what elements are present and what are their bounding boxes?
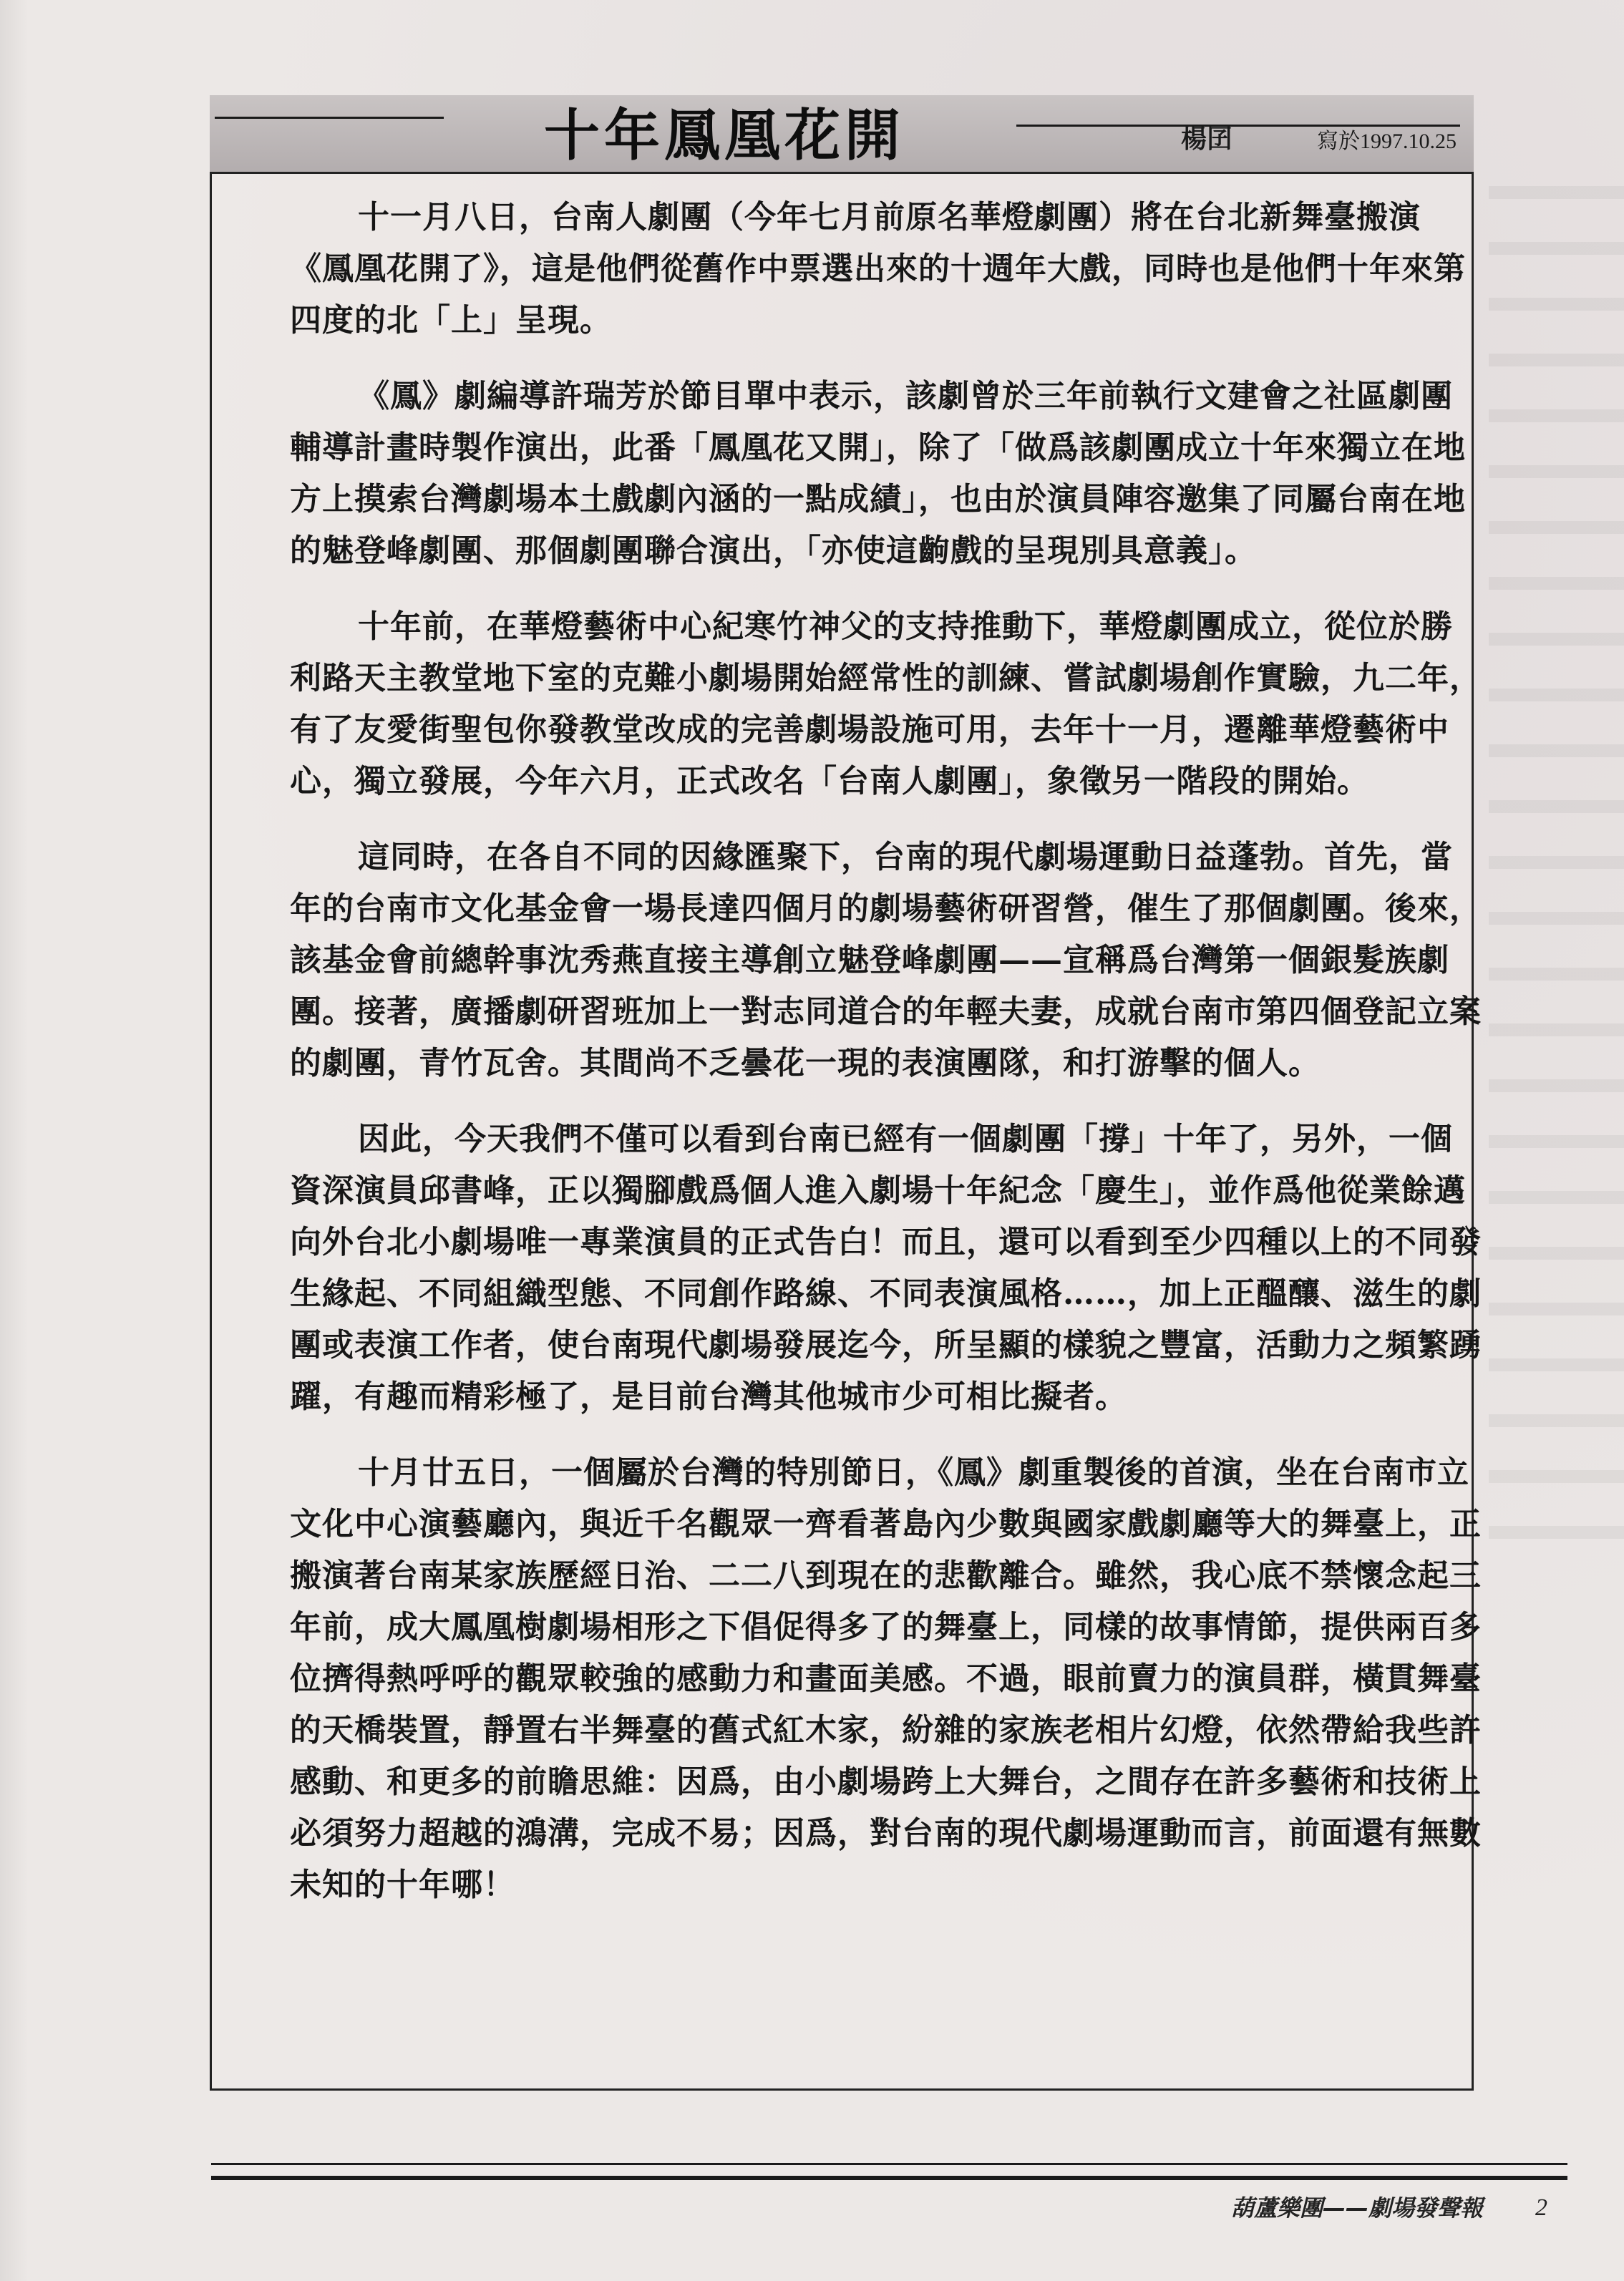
- paragraph: 十月廿五日，一個屬於台灣的特別節日，《鳳》劇重製後的首演，坐在台南市立文化中心演藝廳內，與近千名觀眾一齊看著島內少數與國家戲劇廳等大的舞臺上，正搬演著台南某家族歷經日治、二二八到現在的悲歡離合。雖然，我心底不禁懷念起三年前，成大鳳凰樹劇場相形之下倡促得多了的舞臺上，同樣的故事情節，提供兩百多位擠得熱呼呼的觀眾較強的感動力和畫面美感。不過，眼前賣力的演員群，橫貫舞臺的天橋裝置，靜置右半舞臺的舊式紅木家，紛雜的家族老相片幻燈，依然帶給我些許感動、和更多的前瞻思維：因爲，由小劇場跨上大舞台，之間存在許多藝術和技術上必須努力超越的鴻溝，完成不易；因爲，對台南的現代劇場運動而言，前面還有無數未知的十年哪！: [290, 1454, 1482, 1903]
- paragraph: 因此，今天我們不僅可以看到台南已經有一個劇團「撐」十年了，另外，一個資深演員邱書峰，正以獨腳戲爲個人進入劇場十年紀念「慶生」，並作爲他從業餘邁向外台北小劇場唯一專業演員的正式告白！而且，還可以看到至少四種以上的不同發生緣起、不同組織型態、不同創作路線、不同表演風格……，加上正醞釀、滋生的劇團或表演工作者，使台南現代劇場發展迄今，所呈顯的樣貌之豐富，活動力之頻繁踴躍，有趣而精彩極了，是目前台灣其他城市少可相比擬者。: [290, 1121, 1482, 1415]
- author-name: 楊囝: [1181, 125, 1233, 154]
- page-number: 2: [1535, 2194, 1547, 2221]
- article-body: [290, 192, 1482, 1935]
- paragraph: 十年前，在華燈藝術中心紀寒竹神父的支持推動下，華燈劇團成立，從位於勝利路天主教堂地下室的克難小劇場開始經常性的訓練、嘗試劇場創作實驗，九二年，有了友愛街聖包你發教堂改成的完善劇場設施可用，去年十一月，遷離華燈藝術中心，獨立發展，今年六月，正式改名「台南人劇團」，象徵另一階段的開始。: [290, 608, 1482, 799]
- bleed-through-texture: [1489, 186, 1624, 1546]
- written-date: 寫於1997.10.25: [1317, 130, 1457, 153]
- paragraph: 十一月八日，台南人劇團（今年七月前原名華燈劇團）將在台北新舞臺搬演《鳳凰花開了》，這是他們從舊作中票選出來的十週年大戲，同時也是他們十年來第四度的北「上」呈現。: [290, 199, 1466, 339]
- publication-name: 葫蘆樂團——劇場發聲報: [1231, 2194, 1484, 2222]
- footer-rule-thin: [211, 2163, 1567, 2165]
- footer-rule-thick: [211, 2176, 1567, 2180]
- title-rule-left: [215, 117, 444, 119]
- article-title: 十年鳳凰花開: [544, 104, 905, 168]
- paragraph: 《鳳》劇編導許瑞芳於節目單中表示，該劇曾於三年前執行文建會之社區劇團輔導計畫時製作演出，此番「鳳凰花又開」，除了「做爲該劇團成立十年來獨立在地方上摸索台灣劇場本土戲劇內涵的一點成績」，也由於演員陣容邀集了同屬台南在地的魅登峰劇團、那個劇團聯合演出，「亦使這齣戲的呈現別具意義」。: [290, 378, 1466, 569]
- paragraph: 這同時，在各自不同的因緣匯聚下，台南的現代劇場運動日益蓬勃。首先，當年的台南市文化基金會一場長達四個月的劇場藝術研習營，催生了那個劇團。後來，該基金會前總幹事沈秀燕直接主導創立魅登峰劇團——宣稱爲台灣第一個銀髮族劇團。接著，廣播劇研習班加上一對志同道合的年輕夫妻，成就台南市第四個登記立案的劇團，青竹瓦舍。其間尚不乏曇花一現的表演團隊，和打游擊的個人。: [290, 839, 1482, 1081]
